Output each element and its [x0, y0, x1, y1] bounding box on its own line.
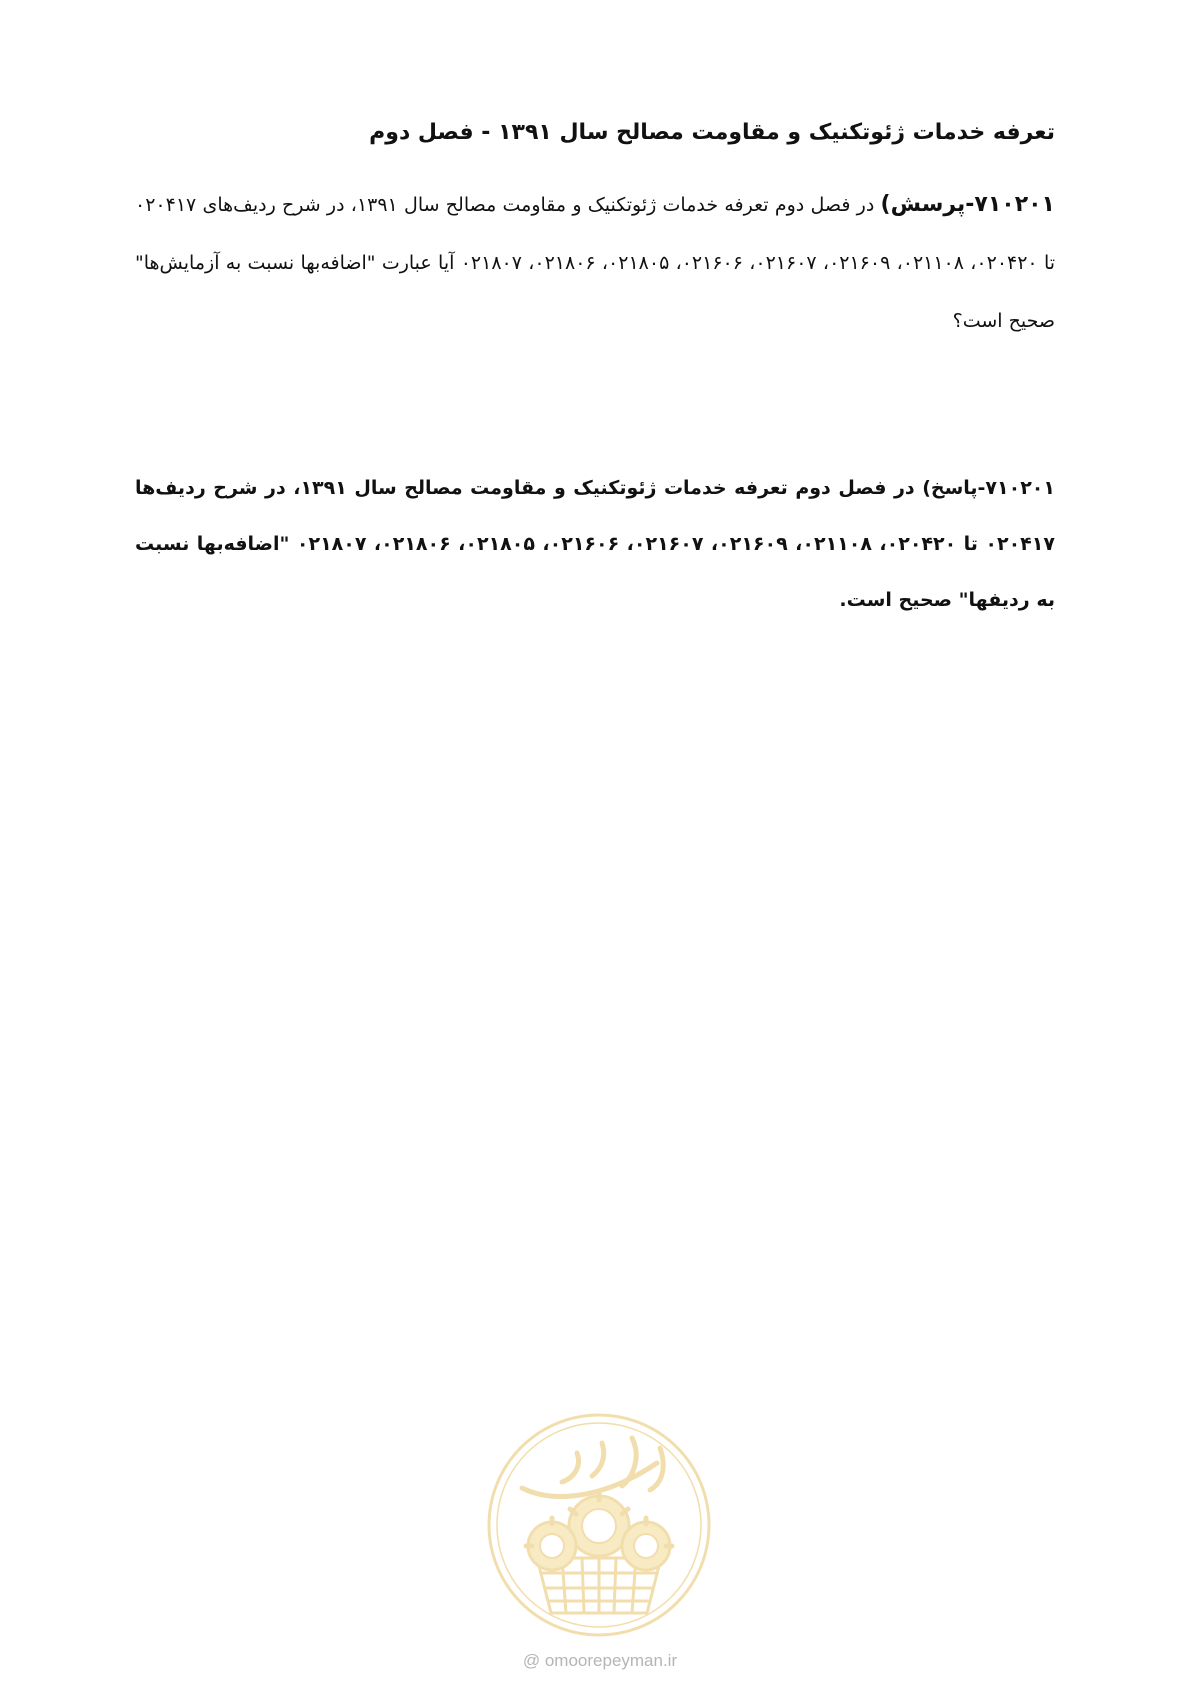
omoorepeyman-logo-icon: [482, 1408, 716, 1642]
question-text: در فصل دوم تعرفه خدمات ژئوتکنیک و مقاومت مصالح سال ۱۳۹۱، در شرح ردیف‌های ۰۲۰۴۱۷ تا ۰۲۰۴۲۰، ۰۲۱۱۰۸، ۰۲۱۶۰۹، ۰۲۱۶۰۷، ۰۲۱۶۰۶، ۰۲۱۸۰۵، ۰۲۱۸۰۶، ۰۲۱۸۰۷ آیا عبارت "اضافه‌بها نسبت به آزمایش‌ها" صحیح است؟: [135, 194, 1056, 332]
answer-paragraph: ۷۱۰۲۰۱-پاسخ) در فصل دوم تعرفه خدمات ژئوتکنیک و مقاومت مصالح سال ۱۳۹۱، در شرح ردیف‌ها ۰۲۰۴۱۷ تا ۰۲۰۴۲۰، ۰۲۱۱۰۸، ۰۲۱۶۰۹، ۰۲۱۶۰۷، ۰۲۱۶۰۶، ۰۲۱۸۰۵، ۰۲۱۸۰۶، ۰۲۱۸۰۷ "اضافه‌بها نسبت به ردیفها" صحیح است.: [135, 477, 1055, 611]
site-url-text: omoorepeyman.ir: [544, 1651, 678, 1670]
question-label: -پرسش): [880, 192, 975, 217]
question-paragraph: [135, 176, 1055, 350]
document-heading: تعرفه خدمات ژئوتکنیک و مقاومت مصالح سال ۱۳۹۱ - فصل دوم: [369, 120, 1055, 145]
question-number: ۷۱۰۲۰۱: [974, 192, 1055, 217]
site-url: @ omoorepeyman.ir: [522, 1651, 678, 1670]
